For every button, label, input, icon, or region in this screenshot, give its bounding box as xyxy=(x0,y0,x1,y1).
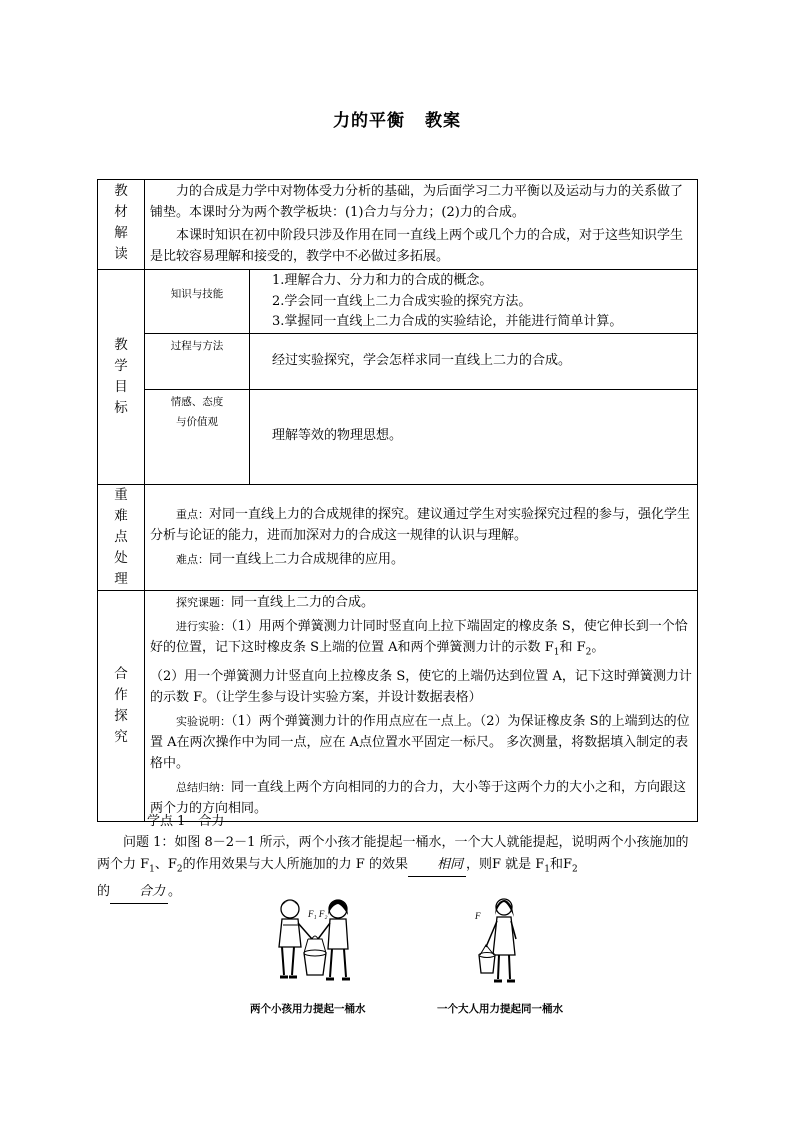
explore-label: 合 作 探 究 xyxy=(98,590,145,822)
emotion-content: 理解等效的物理思想。 xyxy=(250,389,698,484)
explore-experiment-1: 进行实验：（1）用两个弹簧测力计同时竖直向上拉下端固定的橡皮条 S，使它伸长到一个恰好的位置，记下这时橡皮条 S上端的位置 A和两个弹簧测力计的示数 $F_1$和 $F_2$。 xyxy=(150,618,688,658)
process-content: 经过实验探究，学会怎样求同一直线上二力的合成。 xyxy=(250,333,698,389)
adult-carrying-bucket-illustration xyxy=(470,895,530,990)
title-main: 力的平衡 xyxy=(333,111,405,131)
knowledge-content xyxy=(250,270,698,334)
page-title xyxy=(0,106,794,131)
keypoints-label: 重 难 点 处 理 xyxy=(98,484,145,590)
study-question-1: 问题 1：如图 8－2－1 所示，两个小孩才能提起一桶水，一个大人就能提起，说明两个小孩施加的两个力 $F_1$、$F_2$的作用效果与大人所施加的力 F 的效果 相同 ，则F 就是 $F_1$和$F_2$ 的 合力 。 xyxy=(97,832,697,904)
textbook-paragraph-2: 本课时知识在初中阶段只涉及作用在同一直线上两个或几个力的合成，对于这些知识学生是比较容易理解和接受的，教学中不必做过多拓展。 xyxy=(150,228,684,264)
emotion-label: 情感、态度 与价值观 xyxy=(145,389,250,484)
textbook-content xyxy=(145,180,698,270)
explore-topic: 探究课题：同一直线上二力的合成。 xyxy=(176,594,375,610)
explore-summary: 总结归纳：同一直线上两个方向相同的力的合力，大小等于这两个力的大小之和，方向跟这两个力的方向相同。 xyxy=(150,780,687,817)
keypoint-hard: 难点：同一直线上二力合成规律的应用。 xyxy=(176,551,405,567)
row-goal-emotion xyxy=(98,389,698,484)
single-force-label: F xyxy=(475,911,481,921)
keypoints-content xyxy=(145,484,698,590)
textbook-label: 教 材 解 读 xyxy=(98,180,145,270)
two-children-carrying-bucket-illustration xyxy=(268,895,368,990)
study-section xyxy=(97,811,697,904)
process-label: 过程与方法 xyxy=(145,333,250,389)
knowledge-label: 知识与技能 xyxy=(145,270,250,334)
title-sub: 教案 xyxy=(425,111,461,131)
left-figure-caption: 两个小孩用力提起一桶水 xyxy=(250,1003,366,1015)
explore-notes: 实验说明：（1）两个弹簧测力计的作用点应在一点上。（2）为保证橡皮条 S的上端到达的位置 A在两次操作中为同一点，应在 A点位置水平固定一标尺。 多次测量，将数据填入制定的表格中。 xyxy=(150,714,690,772)
explore-experiment-2: （2）用一个弹簧测力计竖直向上拉橡皮条 S，使它的上端仍达到位置 A，记下这时弹簧测力计的示数 F。（让学生参与设计实验方案，并设计数据表格） xyxy=(150,669,692,706)
two-forces-label: F₁ F₂ xyxy=(308,909,328,919)
explore-content xyxy=(145,590,698,822)
right-figure-caption: 一个大人用力提起同一桶水 xyxy=(437,1003,563,1015)
study-heading: 学点 1 合力 xyxy=(147,814,225,829)
keypoint-main: 重点：对同一直线上力的合成规律的探究。建议通过学生对实验探究过程的参与，强化学生分析与论证的能力，进而加深对力的合成这一规律的认识与理解。 xyxy=(150,506,691,543)
row-keypoints xyxy=(98,484,698,590)
textbook-paragraph-1: 力的合成是力学中对物体受力分析的基础，为后面学习二力平衡以及运动与力的关系做了铺垫。本课时分为两个教学板块：(1)合力与分力；(2)力的合成。 xyxy=(150,184,684,220)
knowledge-item-1: 1.理解合力、分力和力的合成的概念。 xyxy=(272,273,493,288)
answer-blank-resultant[interactable]: 合力 xyxy=(110,881,168,904)
row-textbook xyxy=(98,180,698,270)
row-explore xyxy=(98,590,698,822)
knowledge-item-2: 2.学会同一直线上二力合成实验的探究方法。 xyxy=(272,293,532,309)
knowledge-item-3: 3.掌握同一直线上二力合成的实验结论，并能进行简单计算。 xyxy=(272,314,623,329)
lesson-plan-table xyxy=(97,179,698,822)
goals-label: 教 学 目 标 xyxy=(98,270,145,485)
answer-blank-same[interactable]: 相同 xyxy=(408,854,466,877)
row-goal-knowledge xyxy=(98,270,698,334)
row-goal-process xyxy=(98,333,698,389)
